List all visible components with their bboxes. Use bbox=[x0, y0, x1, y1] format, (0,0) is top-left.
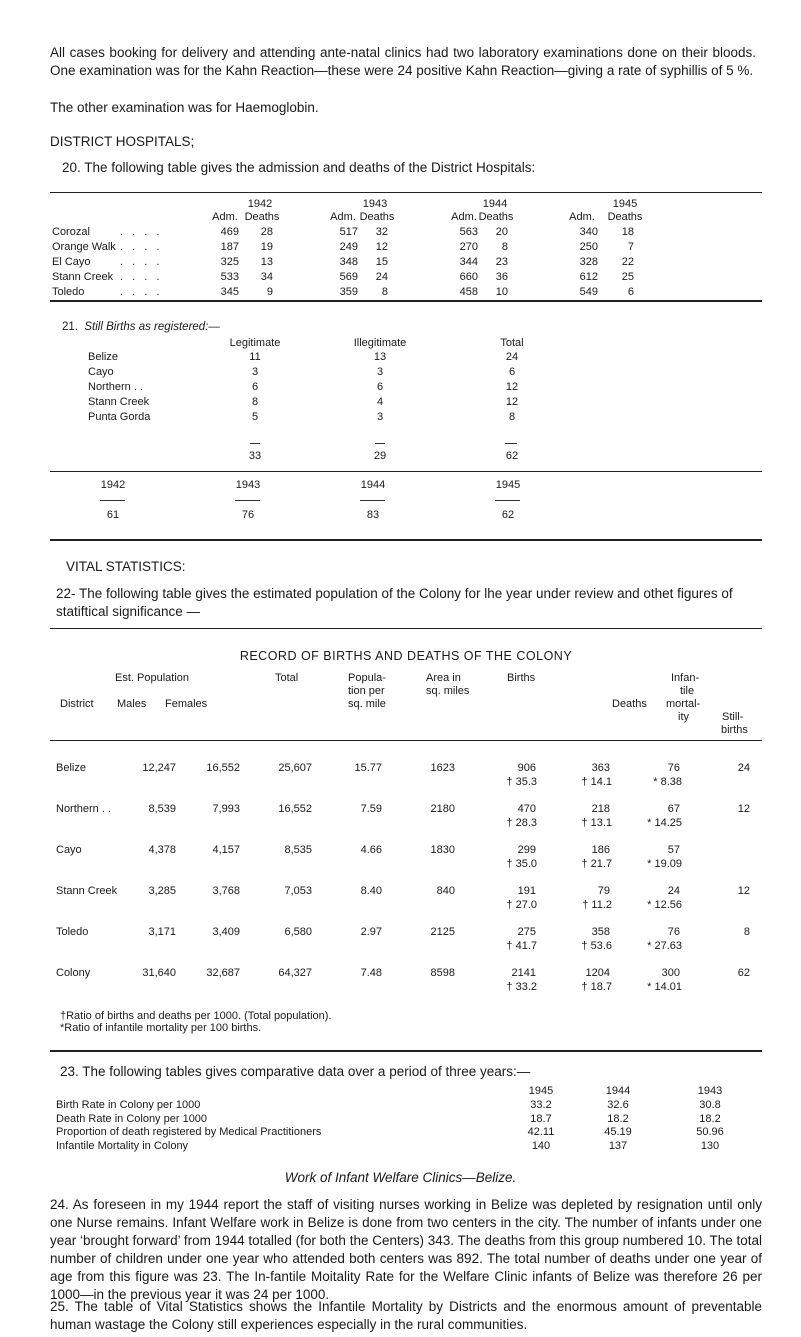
hospital-value: 660 bbox=[459, 271, 478, 283]
record-birth-rate: † 27.0 bbox=[506, 899, 537, 911]
hospital-value: 7 bbox=[627, 241, 634, 253]
hospitals-table-top-rule bbox=[50, 192, 762, 193]
still-total-rule-3 bbox=[505, 443, 517, 444]
hospital-value: 25 bbox=[621, 271, 634, 283]
still-district-name: Belize bbox=[88, 351, 118, 363]
comparative-value: 42.11 bbox=[527, 1126, 555, 1138]
record-stillbirths: 62 bbox=[737, 967, 750, 979]
record-females: 3,768 bbox=[212, 885, 240, 897]
infantile-header-1: Infan- bbox=[671, 672, 700, 684]
record-total: 6,580 bbox=[284, 926, 312, 938]
area-header-1: Area in bbox=[426, 672, 461, 684]
welfare-heading: Work of Infant Welfare Clinics—Belize. bbox=[284, 1170, 517, 1185]
record-infant-rate: * 14.25 bbox=[647, 817, 682, 829]
record-death-rate: † 21.7 bbox=[581, 858, 612, 870]
year-value-rule-2 bbox=[235, 500, 260, 501]
comparative-value: 50.96 bbox=[696, 1126, 724, 1138]
record-stillbirths: 8 bbox=[743, 926, 750, 938]
comparative-value: 137 bbox=[608, 1139, 628, 1152]
stillbirths-header-1: Still- bbox=[722, 711, 744, 723]
record-area: 1830 bbox=[430, 844, 455, 856]
record-area: 8598 bbox=[430, 967, 455, 979]
still-year-value: 61 bbox=[106, 509, 120, 521]
deaths-header: Deaths bbox=[612, 698, 647, 710]
still-year: 1942 bbox=[100, 479, 126, 491]
still-year-value: 83 bbox=[366, 509, 380, 521]
record-death-rate: † 13.1 bbox=[581, 817, 612, 829]
hospital-value: 12 bbox=[375, 241, 388, 253]
hospital-value: 533 bbox=[220, 271, 239, 283]
still-births-column: Total bbox=[500, 337, 524, 349]
still-births-value: 12 bbox=[505, 396, 519, 408]
record-males: 8,539 bbox=[148, 803, 176, 815]
record-females: 16,552 bbox=[206, 762, 240, 774]
deaths-header: Deaths bbox=[607, 211, 643, 223]
comparative-value: 45.19 bbox=[604, 1126, 632, 1138]
still-births-value: 3 bbox=[376, 411, 384, 423]
year-value-rule-3 bbox=[360, 500, 385, 501]
record-total: 64,327 bbox=[278, 967, 312, 979]
record-births: 906 bbox=[517, 762, 536, 774]
hospital-value: 19 bbox=[260, 241, 273, 253]
record-district-name: Stann Creek bbox=[56, 885, 118, 897]
hospital-name: Corozal bbox=[52, 226, 90, 238]
hospital-value: 15 bbox=[375, 256, 388, 268]
hospital-value: 22 bbox=[621, 256, 634, 268]
adm-header: Adm. bbox=[569, 211, 595, 223]
hospital-value: 32 bbox=[375, 226, 388, 238]
comparative-value: 130 bbox=[700, 1139, 720, 1152]
record-table-bottom-rule bbox=[50, 1050, 762, 1052]
still-total-rule-1 bbox=[250, 443, 260, 444]
still-births-number: 21. bbox=[62, 321, 78, 333]
record-infant-deaths: 76 bbox=[667, 926, 680, 938]
hospital-value: 270 bbox=[459, 241, 478, 253]
hospital-value: 359 bbox=[339, 286, 358, 298]
year-value-rule-1 bbox=[100, 500, 125, 501]
still-births-value: 6 bbox=[376, 381, 384, 393]
record-birth-rate: † 33.2 bbox=[506, 981, 537, 993]
infantile-header-4: ity bbox=[678, 711, 689, 723]
vital-statistics-heading: VITAL STATISTICS: bbox=[66, 559, 186, 574]
hospital-value: 8 bbox=[501, 241, 508, 253]
record-females: 4,157 bbox=[212, 844, 240, 856]
hospital-value: 187 bbox=[220, 241, 239, 253]
record-density: 4.66 bbox=[360, 844, 382, 856]
record-deaths: 358 bbox=[591, 926, 610, 938]
still-births-value: 8 bbox=[508, 411, 516, 423]
hospital-value: 345 bbox=[220, 286, 239, 298]
record-infant-rate: * 8.38 bbox=[653, 776, 682, 788]
record-density: 7.59 bbox=[360, 803, 382, 815]
hospital-value: 13 bbox=[260, 256, 273, 268]
hospital-value: 344 bbox=[459, 256, 478, 268]
record-death-rate: † 14.1 bbox=[581, 776, 612, 788]
still-district-name: Cayo bbox=[88, 366, 114, 378]
comparative-label: Birth Rate in Colony per 1000 bbox=[56, 1099, 201, 1111]
area-header-2: sq. miles bbox=[426, 685, 470, 697]
record-infant-rate: * 12.56 bbox=[647, 899, 682, 911]
comparative-value: 140 bbox=[531, 1139, 551, 1152]
record-infant-deaths: 300 bbox=[661, 967, 680, 979]
still-births-value: 3 bbox=[376, 366, 384, 378]
hospital-value: 10 bbox=[495, 286, 508, 298]
hospitals-year: 1942 bbox=[247, 198, 273, 210]
record-infant-deaths: 76 bbox=[667, 762, 680, 774]
still-births-value: 8 bbox=[251, 396, 259, 408]
leader-dots: . . . . bbox=[120, 241, 163, 253]
record-males: 3,171 bbox=[148, 926, 176, 938]
record-males: 4,378 bbox=[148, 844, 176, 856]
hospital-value: 8 bbox=[381, 286, 388, 298]
still-year-value: 62 bbox=[501, 509, 515, 521]
deaths-header: Deaths bbox=[244, 211, 280, 223]
district-header: District bbox=[60, 698, 94, 710]
hospital-value: 348 bbox=[339, 256, 358, 268]
still-year: 1945 bbox=[495, 479, 521, 491]
still-births-value: 4 bbox=[376, 396, 384, 408]
hospital-value: 517 bbox=[339, 226, 358, 238]
still-births-total: 33 bbox=[248, 450, 262, 462]
still-births-value: 24 bbox=[505, 351, 519, 363]
still-district-name: Punta Gorda bbox=[88, 411, 151, 423]
still-births-value: 5 bbox=[251, 411, 259, 423]
hospitals-year: 1943 bbox=[362, 198, 388, 210]
infantile-header-2: tile bbox=[680, 685, 695, 697]
record-stillbirths: 12 bbox=[737, 803, 750, 815]
record-births: 470 bbox=[517, 803, 536, 815]
still-births-value: 12 bbox=[505, 381, 519, 393]
comparative-value: 30.8 bbox=[699, 1099, 721, 1111]
record-area: 2180 bbox=[430, 803, 455, 815]
record-stillbirths: 24 bbox=[737, 762, 750, 774]
hospital-name: Orange Walk bbox=[52, 241, 116, 253]
adm-header: Adm. bbox=[330, 211, 356, 223]
hospital-name: Stann Creek bbox=[52, 271, 114, 283]
record-infant-deaths: 24 bbox=[667, 885, 680, 897]
comparative-year: 1944 bbox=[605, 1085, 631, 1097]
record-birth-rate: † 35.3 bbox=[506, 776, 537, 788]
still-births-value: 6 bbox=[251, 381, 259, 393]
record-infant-rate: * 19.09 bbox=[647, 858, 682, 870]
hospital-value: 458 bbox=[459, 286, 478, 298]
para-22: 22- The following table gives the estimated population of the Colony for lhe year under review and othet figures of statiftical significance — bbox=[56, 586, 733, 619]
adm-header: Adm. bbox=[451, 211, 477, 223]
record-death-rate: † 53.6 bbox=[581, 940, 612, 952]
still-year: 1943 bbox=[235, 479, 261, 491]
record-females: 3,409 bbox=[212, 926, 240, 938]
record-district-name: Colony bbox=[56, 967, 91, 979]
record-table-title: RECORD OF BIRTHS AND DEATHS OF THE COLONY bbox=[239, 649, 573, 663]
hospital-value: 325 bbox=[220, 256, 239, 268]
record-births: 299 bbox=[517, 844, 536, 856]
record-area: 1623 bbox=[430, 762, 455, 774]
record-birth-rate: † 35.0 bbox=[506, 858, 537, 870]
comparative-value: 33.2 bbox=[530, 1099, 552, 1111]
females-header: Females bbox=[165, 698, 208, 710]
hospitals-year: 1944 bbox=[482, 198, 508, 210]
hospital-value: 328 bbox=[579, 256, 598, 268]
leader-dots: . . . . bbox=[120, 286, 163, 298]
hospital-value: 9 bbox=[266, 286, 273, 298]
density-header-1: Popula- bbox=[348, 672, 386, 684]
hospital-value: 612 bbox=[579, 271, 598, 283]
record-birth-rate: † 28.3 bbox=[506, 817, 537, 829]
still-births-value: 13 bbox=[373, 351, 387, 363]
record-males: 3,285 bbox=[148, 885, 176, 897]
leader-dots: . . . . bbox=[120, 271, 163, 283]
record-district-name: Northern . . bbox=[56, 803, 112, 815]
comparative-label: Infantile Mortality in Colony bbox=[56, 1139, 189, 1152]
hospital-value: 23 bbox=[495, 256, 508, 268]
density-header-3: sq. mile bbox=[348, 698, 386, 710]
comparative-label: Death Rate in Colony per 1000 bbox=[56, 1112, 208, 1125]
still-births-heading bbox=[62, 321, 220, 334]
still-total-rule-2 bbox=[375, 443, 385, 444]
hospital-value: 249 bbox=[339, 241, 358, 253]
still-births-column: Illegitimate bbox=[353, 337, 407, 349]
haemoglobin-paragraph: The other examination was for Haemoglobin. bbox=[50, 100, 319, 115]
still-district-name: Stann Creek bbox=[88, 396, 150, 408]
still-births-value: 3 bbox=[251, 366, 259, 378]
adm-header: Adm. bbox=[212, 211, 238, 223]
record-total: 16,552 bbox=[278, 803, 312, 815]
record-density: 2.97 bbox=[360, 926, 382, 938]
births-header: Births bbox=[507, 672, 536, 684]
deaths-header: Deaths bbox=[478, 211, 514, 223]
record-deaths: 186 bbox=[591, 844, 610, 856]
para-23: 23. The following tables gives comparative data over a period of three years:— bbox=[60, 1064, 531, 1079]
record-birth-rate: † 41.7 bbox=[506, 940, 537, 952]
hospital-value: 563 bbox=[459, 226, 478, 238]
comparative-value: 32.6 bbox=[607, 1099, 629, 1111]
comparative-year: 1943 bbox=[697, 1085, 723, 1097]
comparative-value: 18.7 bbox=[530, 1112, 552, 1125]
hospitals-year: 1945 bbox=[612, 198, 638, 210]
record-area: 840 bbox=[436, 885, 455, 897]
intro-paragraph: All cases booking for delivery and attending ante-natal clinics had two laboratory examinations done on their bloods. One examination was for the Kahn Reaction—these were 24 positive Kahn Reaction—giving a rate of syphillis of 5 %. bbox=[50, 45, 756, 78]
record-total: 8,535 bbox=[284, 844, 312, 856]
hospital-value: 340 bbox=[579, 226, 598, 238]
para-20: 20. The following table gives the admission and deaths of the District Hospitals: bbox=[62, 160, 536, 175]
comparative-value: 18.2 bbox=[607, 1112, 629, 1125]
record-deaths: 79 bbox=[597, 885, 610, 897]
district-hospitals-heading: DISTRICT HOSPITALS; bbox=[50, 134, 195, 149]
record-density: 15.77 bbox=[354, 762, 382, 774]
hospital-value: 34 bbox=[260, 271, 273, 283]
record-deaths: 218 bbox=[591, 803, 610, 815]
still-year: 1944 bbox=[360, 479, 386, 491]
record-total: 25,607 bbox=[278, 762, 312, 774]
hospital-name: Toledo bbox=[52, 286, 85, 298]
leader-dots: . . . . bbox=[120, 256, 163, 268]
still-year-value: 76 bbox=[241, 509, 255, 521]
record-females: 32,687 bbox=[206, 967, 240, 979]
comparative-year: 1945 bbox=[528, 1085, 554, 1097]
still-years-rule bbox=[50, 471, 762, 472]
still-births-column: Legitimate bbox=[229, 337, 281, 349]
comparative-value: 18.2 bbox=[699, 1112, 721, 1125]
total-header: Total bbox=[275, 672, 299, 684]
record-males: 12,247 bbox=[142, 762, 176, 774]
males-header: Males bbox=[117, 698, 147, 710]
record-density: 8.40 bbox=[360, 885, 382, 897]
record-header-rule bbox=[50, 740, 762, 741]
record-births: 191 bbox=[517, 885, 536, 897]
record-infant-rate: * 27.63 bbox=[647, 940, 682, 952]
still-births-total: 62 bbox=[505, 450, 519, 462]
still-births-value: 11 bbox=[249, 351, 261, 363]
deaths-header: Deaths bbox=[359, 211, 395, 223]
density-header-2: tion per bbox=[348, 685, 385, 697]
record-stillbirths: 12 bbox=[737, 885, 750, 897]
record-males: 31,640 bbox=[142, 967, 176, 979]
still-births-bottom-rule bbox=[50, 539, 762, 541]
hospital-value: 36 bbox=[495, 271, 508, 283]
hospital-value: 18 bbox=[621, 226, 634, 238]
comparative-label: Proportion of death registered by Medical Practitioners bbox=[56, 1126, 322, 1138]
record-death-rate: † 18.7 bbox=[581, 981, 612, 993]
record-deaths: 363 bbox=[591, 762, 610, 774]
record-district-name: Cayo bbox=[56, 844, 82, 856]
record-table-top-rule bbox=[50, 628, 762, 629]
record-births: 275 bbox=[517, 926, 536, 938]
record-deaths: 1204 bbox=[585, 967, 610, 979]
record-births: 2141 bbox=[511, 967, 536, 979]
hospital-value: 6 bbox=[627, 286, 634, 298]
still-births-value: 6 bbox=[508, 366, 516, 378]
hospital-value: 24 bbox=[375, 271, 388, 283]
still-district-name: Northern . . bbox=[88, 381, 144, 393]
hospital-value: 28 bbox=[260, 226, 273, 238]
hospital-name: El Cayo bbox=[52, 256, 91, 268]
still-births-total: 29 bbox=[373, 450, 387, 462]
record-density: 7.48 bbox=[360, 967, 382, 979]
still-births-title: Still Births as registered:— bbox=[84, 321, 220, 333]
infantile-header-3: mortal- bbox=[666, 698, 701, 710]
footnote-infant-mortality: *Ratio of infantile mortality per 100 births. bbox=[60, 1022, 262, 1034]
para-25: 25. The table of Vital Statistics shows the Infantile Mortality by Districts and the enormous amount of preventable human wastage the Colony still experiences especially in the rural communities. bbox=[50, 1299, 762, 1332]
record-infant-deaths: 57 bbox=[667, 844, 680, 856]
hospital-value: 469 bbox=[220, 226, 239, 238]
est-population-header: Est. Population bbox=[115, 672, 189, 684]
leader-dots: . . . . bbox=[120, 226, 163, 238]
hospital-value: 20 bbox=[495, 226, 508, 238]
record-district-name: Belize bbox=[56, 762, 86, 774]
record-females: 7,993 bbox=[212, 803, 240, 815]
record-infant-rate: * 14.01 bbox=[647, 981, 682, 993]
para-24: 24. As foreseen in my 1944 report the staff of visiting nurses working in Belize was depleted by resignation until only one Nurse remains. Infant Welfare work in Belize is done from two centers in the city. The number of infants under one year ‘brought forward’ from 1944 totalled (for both the Centers) 343. The deaths from this group numbered 10. The total number of children under one year who attended both centers was 892. The total number of deaths under one year of age from this figure was 23. The In-fantile Moitality Rate for the Welfare Clinic infants of Belize was therefore 26 per 1000—in the previous year it was 24 per 1000. bbox=[50, 1197, 762, 1302]
record-area: 2125 bbox=[430, 926, 455, 938]
record-total: 7,053 bbox=[284, 885, 312, 897]
hospital-value: 250 bbox=[579, 241, 598, 253]
stillbirths-header-2: births bbox=[721, 724, 748, 736]
footnote-births-deaths: †Ratio of births and deaths per 1000. (Total population). bbox=[60, 1010, 332, 1022]
hospitals-table-bottom-rule bbox=[50, 300, 762, 302]
hospital-value: 549 bbox=[579, 286, 598, 298]
year-value-rule-4 bbox=[495, 500, 520, 501]
record-district-name: Toledo bbox=[56, 926, 89, 938]
record-infant-deaths: 67 bbox=[667, 803, 680, 815]
hospital-value: 569 bbox=[339, 271, 358, 283]
record-death-rate: † 11.2 bbox=[582, 899, 612, 911]
